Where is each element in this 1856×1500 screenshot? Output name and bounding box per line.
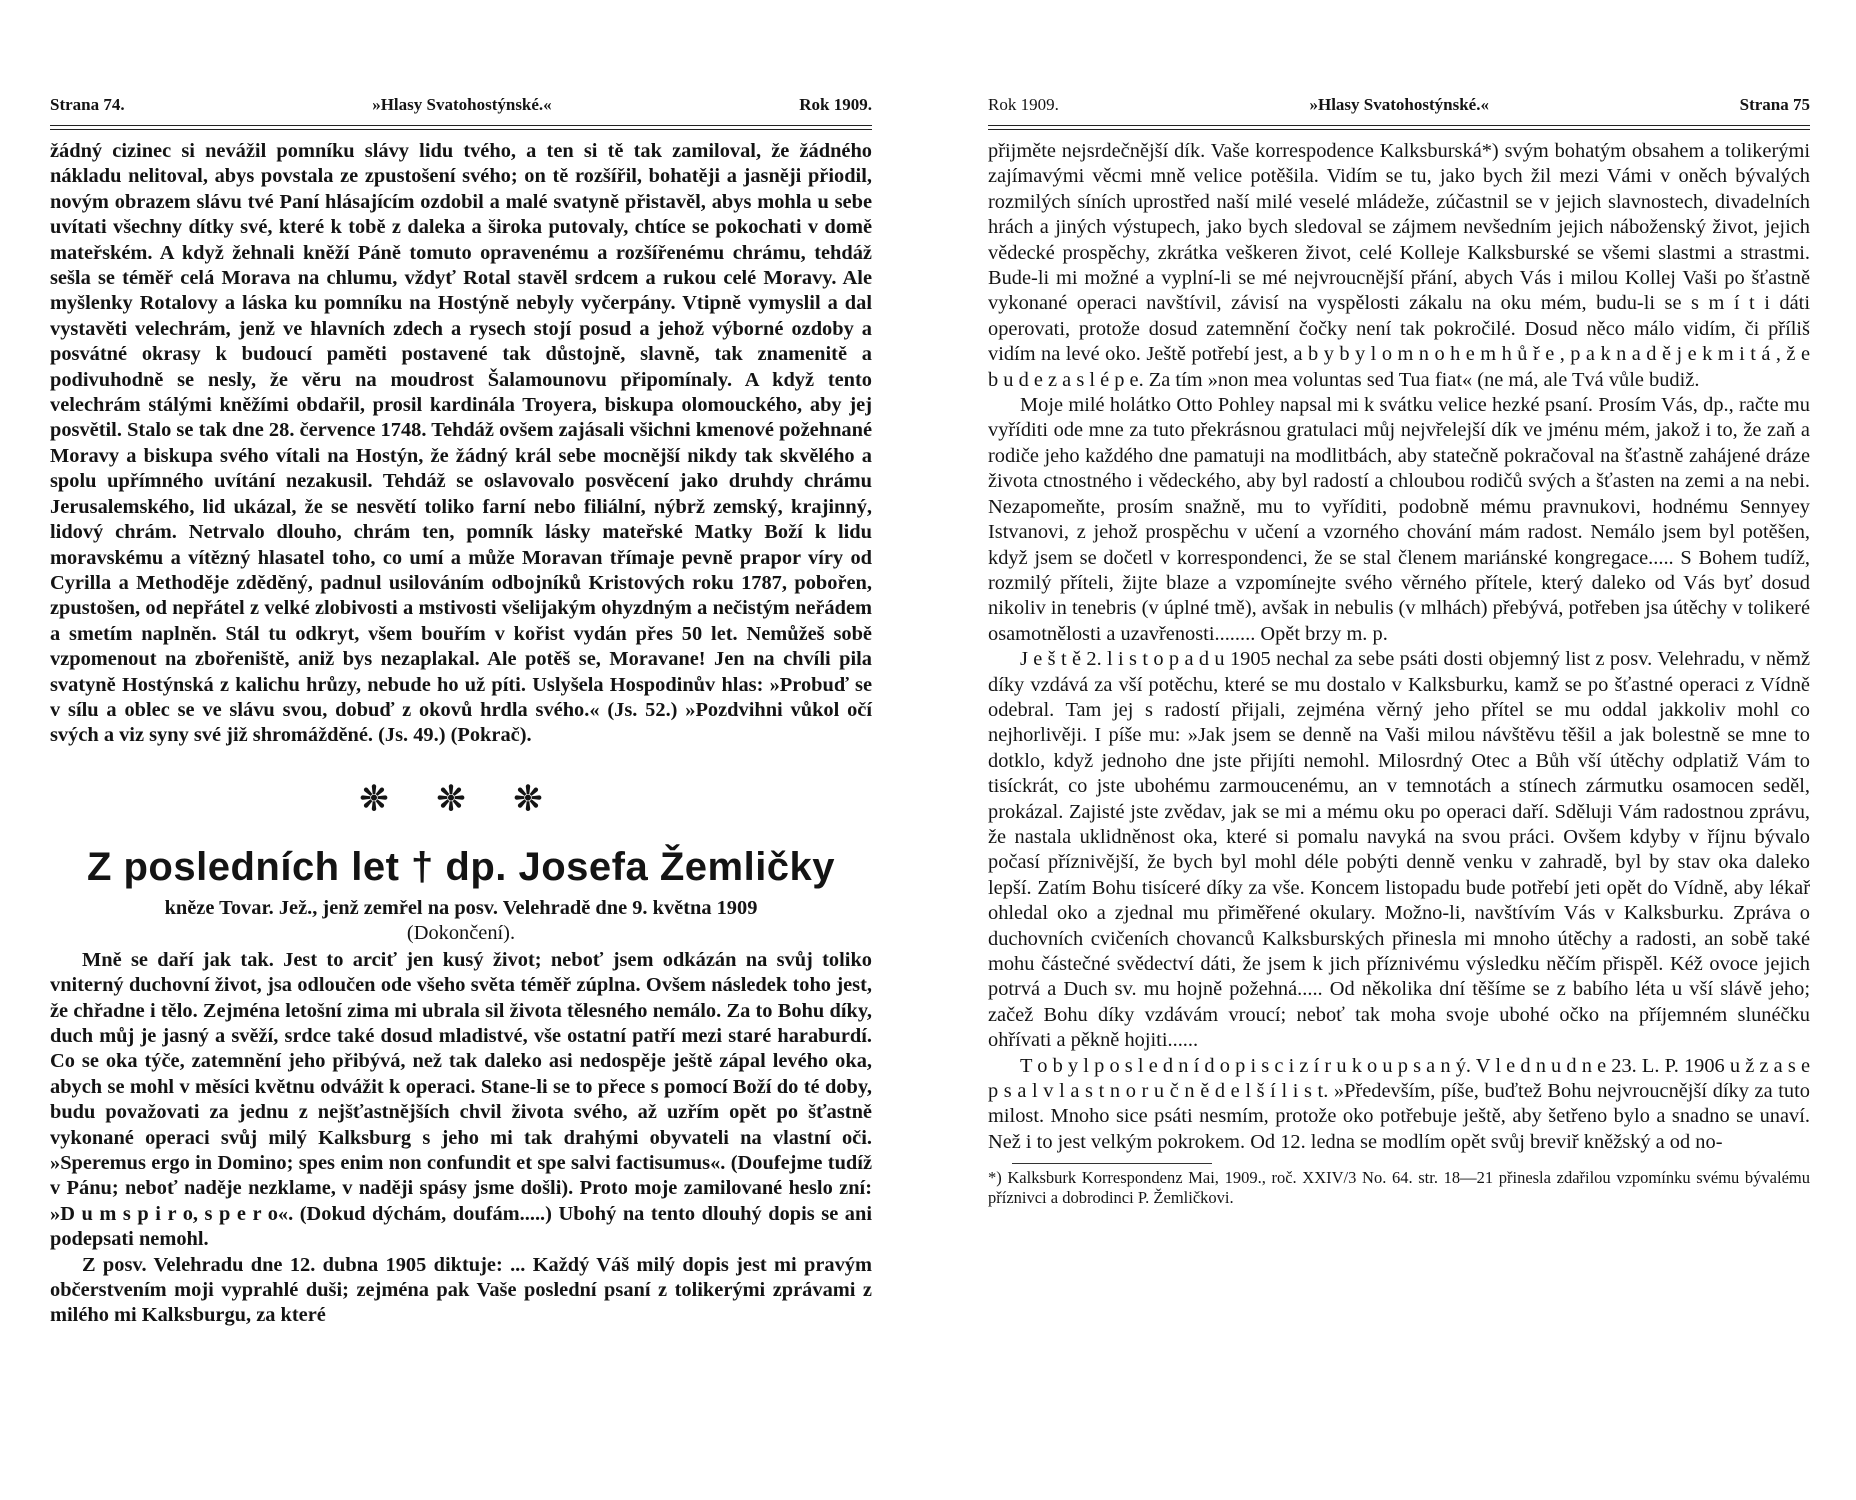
right-running-head xyxy=(988,95,1810,125)
left-page xyxy=(50,95,872,1329)
article-paragraph: T o b y l p o s l e d n í d o p i s c i z í r u k o u p s a n ý. V l e d n u d n e 23. L. P. 1906 u ž z a s e p s a l v l a s t n o r u č n ě d e l š í l i s t. »Především, píše, buďtež Bohu nejvroucnější díky za tuto milost. Mnoho sice psáti nesmím, protože oko potřebuje ještě, aby šetřeno bylo a snadno se unaví. Než i to jest velkým pokrokem. Od 12. ledna se modlím opět svůj breviř kněžský a od no- xyxy=(988,1054,1810,1153)
article-paragraph: Z posv. Velehradu dne 12. dubna 1905 diktuje: ... Každý Váš milý dopis jest mi pravým občerstvením moji vyprahlé duši; zejména pak Vaše poslední psaní z tolikerými zprávami z milého mi Kalksburgu, za které xyxy=(50,1253,872,1327)
right-header-rule xyxy=(988,125,1810,130)
footnote: *) Kalksburk Korrespondenz Mai, 1909., roč. XXIV/3 No. 64. str. 18—21 přinesla zdařilou vzpomínku svému bývalému příznivci a dobrodinci P. Žemličkovi. xyxy=(988,1168,1810,1208)
left-journal-title: »Hlasy Svatohostýnské.« xyxy=(372,95,552,114)
right-page xyxy=(988,95,1810,1208)
left-year: Rok 1909. xyxy=(799,95,872,114)
right-journal-title: »Hlasy Svatohostýnské.« xyxy=(1309,95,1489,114)
left-running-head xyxy=(50,95,872,125)
footnote-rule xyxy=(1012,1163,1212,1164)
article-continued-note: (Dokončení). xyxy=(406,921,516,944)
article-paragraph: Moje milé holátko Otto Pohley napsal mi k svátku velice hezké psaní. Prosím Vás, dp., račte mu vyříditi ode mne za tuto překrásnou gratulaci můj nejvřelejší dík ve jménu mém, jakož i to, že zaň a rodiče jeho každého dne pamatuji na modlitbách, aby statečně pokračoval na šťastně zahájené dráze života ctnostného i vědeckého, aby byl radostí a chloubou rodičů svých a šťasten na zemi a na nebi. Nezapomeňte, prosím snažně, mu to vyříditi, podobně mému pravnukovi, hodnému Sennyey Istvanovi, z jehož prospěchu v učení a vzorného chování mám radost. Nemálo jsem byl potěšen, když jsem se dočetl v korrespondenci, že se stal členem mariánské kongregace..... S Bohem tudíž, rozmilý příteli, žijte blaze a vzpomínejte svého věrného přítele, který daleko od Vás byť dosud nikoliv in tenebris (v úplné tmě), avšak in nebulis (v mlhách) přebývá, potřeben jsa útěchy v tolikeré osamotnělosti a uzavřenosti........ Opět brzy m. p. xyxy=(988,394,1810,645)
left-header-rule xyxy=(50,125,872,130)
continued-article-text: žádný cizinec si nevážil pomníku slávy lidu tvého, a ten si tě tak zamiloval, že žádného nákladu nelitoval, abys povstala ze zpustošení svého; on tě rozšířil, bohatěji a jasněji přiodil, novým obrazem slávu tvé Paní hlásajícím ozdobil a malé svatyně přistavěl, abys mohla u sebe uvítati všechny dítky své, které k tobě z daleka a široka putovaly, chtíce se pokochati v domě mateřském. A když žehnali kněží Páně tomuto opravenému a rozšířenému chrámu, tehdáž sešla se téměř celá Morava na chlumu, vždyť Rotal stavěl srdcem a rukou celé Moravy. Ale myšlenky Rotalovy a láska ku pomníku na Hostýně nebyly vyčerpány. Vtipně vymyslil a dal vystavěti velechrám, jenž ve hlavních zdech a rysech stojí posud a jehož výborné ozdoby a posvátné okrasy k budoucí paměti postavené tak důstojně, slavně, tak znamenitě a podivuhodně se nesly, že věru na moudrost Šalamounovu připomínaly. A když tento velechrám stálými kněžími obdařil, prosil kardinála Troyera, biskupa olomouckého, aby jej posvětil. Stalo se tak dne 28. července 1748. Tehdáž ovšem zajásali všichni kmenové požehnané Moravy a biskupa svého vítali na Hostýn, že žádný král sebe mocnější nikdy tak skvělého a spolu upřímného uvítání nezakusil. Tehdáž se oslavovalo posvěcení jako druhdy chrámu Jerusalemského, lid ukázal, že se nesvětí toliko farní nebo filiální, nýbrž zemský, krajinný, lidový chrám. Netrvalo dlouho, chrám ten, pomník lásky mateřské Matky Boží k lidu moravskému a vítězný hlasatel toho, co umí a může Moravan třímaje pevně prapor víry od Cyrilla a Methoděje zděděný, padnul usilováním odbojníků Kristových roku 1787, pobořen, zpustošen, od nepřátel z velké zlobivosti a mstivosti všelijakým ohyzdným a nečistým neřádem a smetím naplněn. Stál tu odkryt, všem bouřím v kořist vydán přes 50 let. Nemůžeš sobě vzpomenout na zbořeniště, aniž bys nezaplakal. Ale potěš se, Moravane! Jen na chvíli pila svatyně Hostýnská z kalichu hrůzy, nebude ho už píti. Uslyšela Hospodinův hlas: »Probuď se v sílu a oblec se ve slávu svou, dobuď z okovů hrdla svého.« (Js. 52.) »Pozdvihni vůkol očí svých a viz syny své již shromážděné. (Js. 49.) (Pokrač). xyxy=(50,140,872,747)
article-subtitle: kněze Tovar. Jež., jenž zemřel na posv. Velehradě dne 9. května 1909 xyxy=(164,896,758,919)
right-year: Rok 1909. xyxy=(988,95,1059,114)
left-page-number: Strana 74. xyxy=(50,95,125,114)
article-body-left xyxy=(50,948,872,1329)
article-title: Z posledních let † dp. Josefa Žemličky xyxy=(86,844,836,889)
right-column xyxy=(988,139,1810,1155)
right-page-number: Strana 75 xyxy=(1739,95,1810,114)
article-paragraph: Mně se daří jak tak. Jest to arciť jen kusý život; neboť jsem odkázán na svůj toliko vniterný duchovní život, jsa odloučen ode všeho světa téměř zúplna. Ovšem následek toho jest, že chřadne i tělo. Zejména letošní zima mi ubrala sil života tělesného nemálo. Za to Bohu díky, duch můj je jasný a svěží, srdce také dosud mladistvé, vše ostatní patří mezi staré haraburdí. Co se oka týče, zatemnění jeho přibývá, než tak daleko asi nedospěje ještě zápal levého oka, abych se mohl v měsíci květnu odvážit k operaci. Stane-li se to přece s pomocí Boží do té doby, budu považovati za jednu z nejšťastnějších chvil života svého, až uzřím opět po šťastně vykonané operaci svůj milý Kalksburg s jeho mi tak drahými obyvateli na vlastní oči. »Speremus ergo in Domino; spes enim non confundit et spe salvi factisumus«. (Doufejme tudíž v Pánu; neboť naděje nezklame, v naději spásy jsme došli). Proto moje zamilované heslo zní: »D u m s p i r o, s p e r o«. (Dokud dýchám, doufám.....) Ubohý na tento dlouhý dopis se ani podepsati nemohl. xyxy=(50,948,872,1251)
section-divider-stars: ❊ ❊ ❊ xyxy=(359,780,563,818)
left-column xyxy=(50,139,872,749)
article-paragraph: J e š t ě 2. l i s t o p a d u 1905 nechal za sebe psáti dosti objemný list z posv. Velehradu, v němž díky vzdává za vší potěchu, které se mu dostalo v Kalksburku, kamž se po šťastné operaci z Vídně odebral. Tam jej s radostí přijali, zejména věrný jeho přítel se mu oddal jakkoliv mohl co nejhorlivěji. I píše mu: »Jak jsem se denně na Vaši milou návštěvu těšil a jak bolestně se mne to dotklo, když jednoho dne jste přijíti nemohl. Milosrdný Otec a Bůh vší útěchy odplatiž Vám to tisíckrát, co jste ubohému zarmoucenému, an v temnotách a stínech zármutku osamocen seděl, prokázal. Zajisté jste zvědav, jak se mi a mému oku po operaci daří. Sděluji Vám radostnou zprávu, že nastala uklidněnost oka, které si pomalu navyká na svou práci. Ovšem kdyby v říjnu bývalo počasí příznivější, že bych byl mohl déle pobýti denně venku v zahradě, byl by stav oka daleko lepší. Zatím Bohu tisíceré díky za vše. Koncem listopadu bude potřebí jeti opět do Vídně, aby lékař ohledal oko a zjednal mu přiměřené okulary. Možno-li, navštívím Vás v Kalksburku. Zpráva o duchovních cvičeních chovanců Kalksburských přinesla mi mnoho útěchy a radosti, an sobě také mohu částečné svědectví dáti, že jsem k jich příznivému výsledku něčím přispěl. Kéž ovoce jejich potrvá a Duch sv. mu hojně požehná..... Od několika dní těšíme se z babího léta u vší slávě jeho; začež Bohu díky vzdávám vroucí; neboť tak moha svoje ubohé očko na příjemném slunéčku ohřívati a pěkně hojiti...... xyxy=(988,648,1810,1052)
article-paragraph: přijměte nejsrdečnější dík. Vaše korrespodence Kalksburská*) svým bohatým obsahem a tolikerými zajímavými věcmi mně velice potěšila. Vidím se tu, jako bych žil mezi Vámi v oněch bývalých rozmilých síních uprostřed naší milé veselé mládeže, zúčastnil se v jejich slavnostech, divadelních hrách a jiných výstupech, jako bych sledoval se zájmem nevšedním jejich náboženský život, jejich vědecké prospěchy, zkrátka veškeren život, celé Kolleje Kalksburské se všemi slastmi a strastmi. Bude-li mi možné a vyplní-li se mé nejvroucnější přání, abych Vás i milou Kollej Vaši po šťastně vykonané operaci navštívil, závisí na vyspělosti zákalu na oku mém, budu-li se s m í t i dáti operovati, protože dosud zatemnění čočky není tak pokročilé. Dosud něco málo vidím, či příliš vidím na levé oko. Ještě potřebí jest, a b y b y l o m n o h e m h ů ř e , p a k n a d ě j e k m i t á , ž e b u d e z a s l é p e. Za tím »non mea voluntas sed Tua fiat« (ne má, ale Tvá vůle budiž. xyxy=(988,140,1810,391)
